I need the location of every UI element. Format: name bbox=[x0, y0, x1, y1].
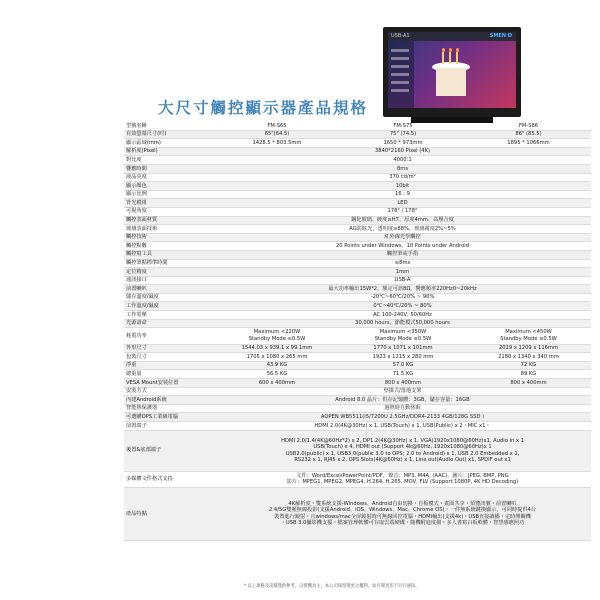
spec-value: 65"(64.5) bbox=[214, 130, 340, 139]
spec-value: 1770 x 1071 x 101mm bbox=[340, 344, 466, 353]
spec-value: 43.9 KG bbox=[214, 361, 340, 370]
spec-row bbox=[124, 430, 591, 471]
spec-value: 86" (85.5) bbox=[466, 130, 591, 139]
spec-row bbox=[124, 259, 591, 268]
spec-label: 智能熱保護器 bbox=[124, 404, 214, 413]
spec-value: 觸控筆或手指 bbox=[214, 250, 591, 259]
spec-label: 響應時間 bbox=[124, 164, 214, 173]
spec-value: 2180 x 1340 x 340 mm bbox=[466, 353, 591, 362]
spec-value: 30,000 hours，節能模式50,000 hours bbox=[214, 319, 591, 328]
spec-row bbox=[124, 233, 591, 242]
spec-row bbox=[124, 487, 591, 540]
spec-label: 背光模組 bbox=[124, 199, 214, 208]
spec-value: 89 KG bbox=[466, 370, 591, 379]
spec-label: 外形尺寸 bbox=[124, 344, 214, 353]
spec-line: ・USB 3.0攝影機支援・檔案管理軟體可存取雲端硬碟・隨機附進度描・多人書寫白板軟體・智慧感應照功 bbox=[280, 520, 525, 527]
spec-label: 玻璃表面技術 bbox=[124, 225, 214, 234]
spec-label: 後置&底部端子 bbox=[124, 430, 214, 471]
spec-row bbox=[124, 242, 591, 251]
spec-value: 1mm bbox=[214, 268, 591, 277]
spec-row bbox=[124, 396, 591, 405]
spec-row bbox=[124, 328, 591, 344]
spec-row bbox=[124, 302, 591, 311]
spec-label: 產品特點 bbox=[124, 487, 214, 540]
screen-topbar bbox=[388, 32, 516, 41]
spec-value: 16 : 9 bbox=[214, 190, 591, 199]
spec-label: 多媒體文件格式支持 bbox=[124, 471, 214, 487]
spec-line: 文件：Word/Excel/PowerPoint/PDF，聲音：MP3, M4A, (AAC)，圖片：JPEG, BMP, PNG bbox=[296, 472, 509, 479]
spec-value: 20 Points under Windows、10 Points under Android bbox=[214, 242, 591, 251]
spec-value: AG防眩光，透明度≥88%，玻璃霧度2%~5% bbox=[214, 225, 591, 234]
spec-label: 工作電壓 bbox=[124, 311, 214, 320]
spec-row bbox=[124, 413, 591, 422]
spec-row bbox=[124, 139, 591, 148]
spec-value bbox=[214, 471, 591, 487]
product-monitor-image bbox=[383, 27, 521, 117]
spec-label: 觸控技術 bbox=[124, 233, 214, 242]
spec-row bbox=[124, 276, 591, 285]
power-line: Standby Mode ≤0.5W bbox=[374, 335, 432, 342]
spec-table bbox=[124, 122, 591, 541]
spec-row bbox=[124, 147, 591, 156]
spec-value: 56.5 KG bbox=[214, 370, 340, 379]
model-name: FM-S86 bbox=[466, 122, 591, 130]
spec-label: 顯示區域(mm) bbox=[124, 139, 214, 148]
spec-row bbox=[124, 353, 591, 362]
spec-value: 71.5 KG bbox=[340, 370, 466, 379]
spec-row bbox=[124, 387, 591, 396]
screen-logo: SMEN·D bbox=[489, 33, 512, 39]
spec-label: VESA Mount安裝位置 bbox=[124, 379, 214, 388]
spec-value: 1895 * 1066mm bbox=[466, 139, 591, 148]
spec-label: 包裝尺寸 bbox=[124, 353, 214, 362]
spec-line: 2.4/5G雙頻無線投影(支援Android、iOS、Windows、Mac、Chrome OS)・一件無系統鍵換顯示，可同時提供4台 bbox=[268, 507, 536, 514]
spec-value: 600 x 400mm bbox=[214, 379, 340, 388]
spec-row bbox=[124, 164, 591, 173]
spec-label: 耗電功率 bbox=[124, 328, 214, 344]
spec-value: 0℃~40℃/20% ~ 80% bbox=[214, 302, 591, 311]
spec-label: 安裝方式 bbox=[124, 387, 214, 396]
spec-value: 370 cd/m² bbox=[214, 173, 591, 182]
spec-row bbox=[124, 216, 591, 225]
spec-row bbox=[124, 471, 591, 487]
spec-label: 可選購OPS工業級電腦 bbox=[124, 413, 214, 422]
spec-value: 過熱時自動休眠 bbox=[214, 404, 591, 413]
model-name: FM-S65 bbox=[214, 122, 340, 130]
spec-row bbox=[124, 182, 591, 191]
spec-line: 影片：MPEG1, MPEG2, MPEG4, H.264, H.265, MOV, FLV (Support 1080P, 4K HD Decoding) bbox=[286, 479, 519, 486]
spec-label: 儲存溫度/濕度 bbox=[124, 293, 214, 302]
spec-row bbox=[124, 207, 591, 216]
spec-value: 壁掛式/落地支架 bbox=[214, 387, 591, 396]
spec-value: 1428.5 * 803.5mm bbox=[214, 139, 340, 148]
spec-label: 解析度(Pixel) bbox=[124, 147, 214, 156]
spec-row bbox=[124, 421, 591, 430]
spec-label: 前置喇叭 bbox=[124, 285, 214, 294]
spec-row bbox=[124, 173, 591, 182]
spec-value: USB-A bbox=[214, 276, 591, 285]
spec-label: 工作溫度/濕度 bbox=[124, 302, 214, 311]
spec-label: 液晶亮度 bbox=[124, 173, 214, 182]
spec-value: 4000:1 bbox=[214, 156, 591, 165]
spec-row bbox=[124, 311, 591, 320]
spec-row bbox=[124, 293, 591, 302]
spec-value: AOPEN WB5511(i5/7200U 2.5GHz/DDR4-2133 4GB/128G SSD ) bbox=[214, 413, 591, 422]
spec-row bbox=[124, 199, 591, 208]
screen-usb-label: USB-A1 bbox=[391, 33, 410, 39]
spec-label: 觸控點數 bbox=[124, 242, 214, 251]
spec-row bbox=[124, 190, 591, 199]
spec-label: 通訊接口 bbox=[124, 276, 214, 285]
spec-label: 顯示顏色 bbox=[124, 182, 214, 191]
spec-value bbox=[214, 430, 591, 471]
spec-value: 3840*2160 Pixel (4K) bbox=[214, 147, 591, 156]
spec-label: 顯示比例 bbox=[124, 190, 214, 199]
spec-row bbox=[124, 130, 591, 139]
spec-label: 總重量 bbox=[124, 370, 214, 379]
spec-value: 800 x 400mm bbox=[340, 379, 466, 388]
spec-row bbox=[124, 156, 591, 165]
spec-value: 1923 x 1215 x 280 mm bbox=[340, 353, 466, 362]
spec-value: 2019 x 1209 x 116mm bbox=[466, 344, 591, 353]
spec-value: 10bit bbox=[214, 182, 591, 191]
power-line: Maximum <350W bbox=[379, 329, 427, 336]
monitor-screen bbox=[388, 32, 516, 108]
power-line: Standby Mode ≤0.5W bbox=[500, 335, 557, 342]
spec-label: 有效螢幕尺寸(吋) bbox=[124, 130, 214, 139]
spec-value: 1544.03 x 939.1 x 99.1mm bbox=[214, 344, 340, 353]
spec-label: 觸控表面材質 bbox=[124, 216, 214, 225]
spec-row bbox=[124, 285, 591, 294]
power-value bbox=[214, 328, 340, 344]
spec-value: 72 KG bbox=[466, 361, 591, 370]
spec-row bbox=[124, 404, 591, 413]
spec-value: 57.0 KG bbox=[340, 361, 466, 370]
spec-value bbox=[214, 487, 591, 540]
spec-line: 裝置進行鏡射・且windows/mac全屏鏡射時可無線回控電腦・HDMI輸出(支援4k)・USB直接讀播・定時開關機 bbox=[274, 513, 531, 520]
spec-line: HDMI 2.0/1.4(4K@60Hz*2) x 2, DP1.2(4K@30Hz) x 1, VGA(1920x1080@60Hz)x1, Audio in x 1 bbox=[281, 437, 524, 444]
power-line: Standby Mode ≤0.5W bbox=[248, 335, 306, 342]
spec-line: 4K解析度・雙系統支援-Windows、Android自由切換・自板模式・畫面共享・預覽訊號・前置喇叭 bbox=[288, 500, 517, 507]
spec-label: 對比度 bbox=[124, 156, 214, 165]
spec-row bbox=[124, 370, 591, 379]
spec-value: 75" (74.5) bbox=[340, 130, 466, 139]
spec-line: USB(Touch) x 4, HDMI out (Support 4k@60Hz, 1920x1080@60Hz)x 1 bbox=[313, 444, 492, 451]
spec-label: 可視角度 bbox=[124, 207, 214, 216]
spec-row bbox=[124, 225, 591, 234]
spec-value: 鋼化玻璃、硬度≥H7、厚度4mm、高壓合度 bbox=[214, 216, 591, 225]
spec-value: LED bbox=[214, 199, 591, 208]
page-title: 大尺寸觸控顯示器產品規格 bbox=[158, 99, 369, 117]
spec-label: 內建Android系統 bbox=[124, 396, 214, 405]
spec-value: 8ms bbox=[214, 164, 591, 173]
spec-row bbox=[124, 361, 591, 370]
spec-line: RS232 x 1, RJ45 x 2, OPS Slots(4K@60Hz) x 1, Line out(Audio Out) x1, SPDIF out x1 bbox=[294, 457, 511, 464]
power-value bbox=[340, 328, 466, 344]
spec-line: USB2.0(public) x 1, USB3.0(public 3.0 to OPS; 2.0 to Android) x 1, USB 2.0 Embedded x 1, bbox=[285, 450, 520, 457]
spec-row bbox=[124, 379, 591, 388]
spec-label: 光源壽命 bbox=[124, 319, 214, 328]
spec-row bbox=[124, 122, 591, 130]
spec-value: ≤8ms bbox=[214, 259, 591, 268]
spec-value: Android 8.0 晶片：供存記憶體：3GB，儲存容量：16GB bbox=[214, 396, 591, 405]
spec-label: 定位精度 bbox=[124, 268, 214, 277]
spec-label: 觸控筆點標準時間 bbox=[124, 259, 214, 268]
spec-label: 觸控寫工具 bbox=[124, 250, 214, 259]
power-value bbox=[466, 328, 591, 344]
spec-value: 1650 * 973mm bbox=[340, 139, 466, 148]
power-line: Maximum <450W bbox=[505, 329, 552, 336]
spec-value: -20℃~60℃/20% ~ 90% bbox=[214, 293, 591, 302]
spec-row bbox=[124, 268, 591, 277]
model-name: FM-S75 bbox=[340, 122, 466, 130]
spec-value: 800 x 400mm bbox=[466, 379, 591, 388]
spec-label: 型號名稱 bbox=[124, 122, 214, 130]
spec-value: 1705 x 1080 x 265 mm bbox=[214, 353, 340, 362]
spec-value: HDMI 2.0(4K@30Hz) x 1, USB(Touch) x 1, USB(Public) x 2・MIC x1・ bbox=[214, 421, 591, 430]
spec-value: 178° / 178° bbox=[214, 207, 591, 216]
spec-label: 前置端子 bbox=[124, 421, 214, 430]
screen-sidebar bbox=[388, 41, 414, 108]
spec-label: 淨重 bbox=[124, 361, 214, 370]
cake-body bbox=[436, 68, 466, 96]
spec-value: 紅外線光學觸控 bbox=[214, 233, 591, 242]
spec-row bbox=[124, 250, 591, 259]
power-line: Maximum <220W bbox=[253, 329, 301, 336]
footnote: * 以上規格及訊價僅供參考，以實機為主，本公司保留變更之權利，如有變更恕不另行通知。 bbox=[244, 584, 420, 589]
spec-row bbox=[124, 319, 591, 328]
spec-value: AC 100-240V, 50/60Hz bbox=[214, 311, 591, 320]
spec-value: 最大功率輸出15W*2，額定可訊8Ω，響應頻率220Hz0~20kHz bbox=[214, 285, 591, 294]
spec-row bbox=[124, 344, 591, 353]
